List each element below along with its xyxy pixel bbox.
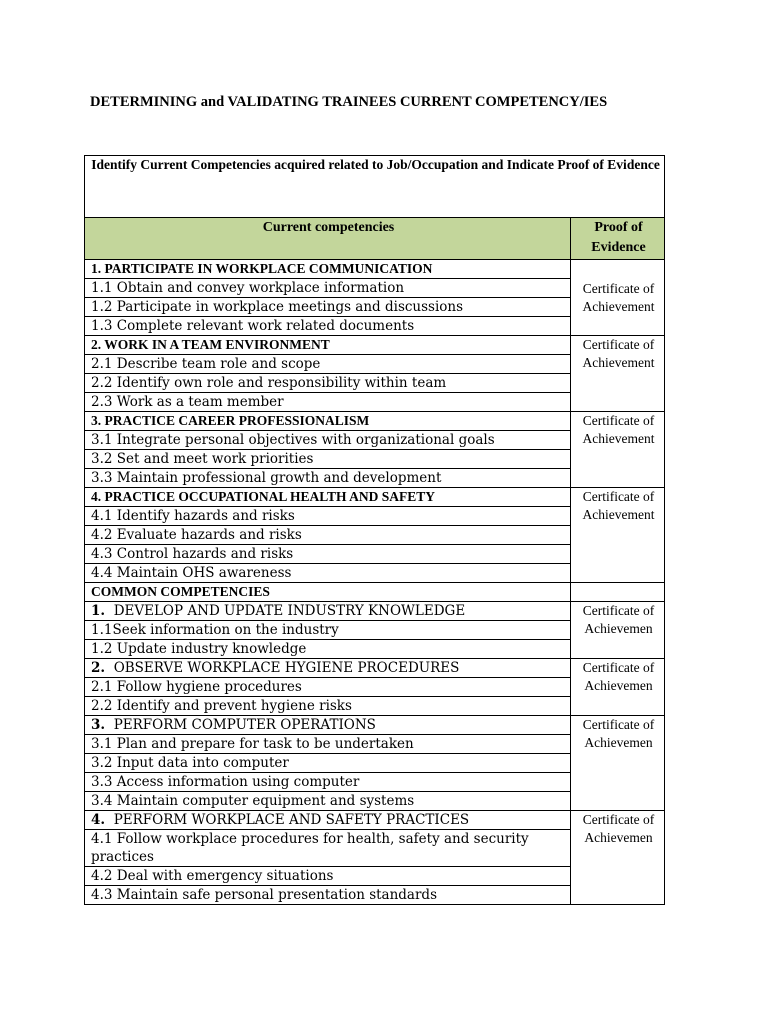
common-competencies-label: COMMON COMPETENCIES xyxy=(85,583,571,602)
proof-cell: Certificate of Achievemen xyxy=(571,811,665,905)
section-heading: 3. PRACTICE CAREER PROFESSIONALISM xyxy=(85,412,571,431)
section-row xyxy=(85,336,665,355)
competency-item: 2.2 Identify own role and responsibility within team xyxy=(85,374,571,393)
proof-cell: Certificate of Achievement xyxy=(571,336,665,412)
section-number: 4. xyxy=(91,812,106,828)
competency-item: 4.2 Evaluate hazards and risks xyxy=(85,526,571,545)
document-title: DETERMINING and VALIDATING TRAINEES CURRENT COMPETENCY/IES xyxy=(90,94,608,110)
competency-item: 1.1 Obtain and convey workplace information xyxy=(85,279,571,298)
competency-item: 1.3 Complete relevant work related documents xyxy=(85,317,571,336)
table-header-row xyxy=(85,218,665,260)
competency-item: 2.1 Describe team role and scope xyxy=(85,355,571,374)
section-row xyxy=(85,488,665,507)
proof-cell: Certificate of Achievement xyxy=(571,412,665,488)
section-number: 1. xyxy=(91,603,106,619)
section-number: 2. xyxy=(91,660,106,676)
section-heading xyxy=(85,659,571,678)
section-number: 3. xyxy=(91,717,106,733)
section-heading: 4. PRACTICE OCCUPATIONAL HEALTH AND SAFETY xyxy=(85,488,571,507)
competency-item: 2.1 Follow hygiene procedures xyxy=(85,678,571,697)
section-heading: 2. WORK IN A TEAM ENVIRONMENT xyxy=(85,336,571,355)
section-heading xyxy=(85,811,571,830)
competency-item: 1.2 Participate in workplace meetings and discussions xyxy=(85,298,571,317)
competency-item: 2.3 Work as a team member xyxy=(85,393,571,412)
section-title: PERFORM COMPUTER OPERATIONS xyxy=(113,717,376,733)
competency-item: 1.2 Update industry knowledge xyxy=(85,640,571,659)
section-row xyxy=(85,716,665,735)
competency-item: 2.2 Identify and prevent hygiene risks xyxy=(85,697,571,716)
competency-item: 1.1Seek information on the industry xyxy=(85,621,571,640)
section-title: OBSERVE WORKPLACE HYGIENE PROCEDURES xyxy=(113,660,460,676)
competency-table xyxy=(84,155,665,905)
competency-item: 4.1 Identify hazards and risks xyxy=(85,507,571,526)
competency-item: 4.3 Control hazards and risks xyxy=(85,545,571,564)
section-row xyxy=(85,811,665,830)
competency-item: 3.3 Maintain professional growth and development xyxy=(85,469,571,488)
header-current-competencies: Current competencies xyxy=(85,218,571,260)
section-heading xyxy=(85,602,571,621)
proof-cell: Certificate of Achievemen xyxy=(571,716,665,811)
section-title: PERFORM WORKPLACE AND SAFETY PRACTICES xyxy=(113,812,470,828)
competency-item: 4.4 Maintain OHS awareness xyxy=(85,564,571,583)
section-row xyxy=(85,602,665,621)
competency-item: 4.2 Deal with emergency situations xyxy=(85,867,571,886)
section-heading xyxy=(85,716,571,735)
header-proof-of-evidence: Proof of Evidence xyxy=(571,218,665,260)
competency-item: 3.2 Set and meet work priorities xyxy=(85,450,571,469)
common-competencies-row xyxy=(85,583,665,602)
section-heading: 1. PARTICIPATE IN WORKPLACE COMMUNICATION xyxy=(85,260,571,279)
section-title: DEVELOP AND UPDATE INDUSTRY KNOWLEDGE xyxy=(113,603,466,619)
empty-proof-cell xyxy=(571,583,665,602)
table-title: Identify Current Competencies acquired related to Job/Occupation and Indicate Proof of Evidence xyxy=(85,156,665,218)
section-row xyxy=(85,260,665,279)
table-title-row xyxy=(85,156,665,218)
competency-item: 3.4 Maintain computer equipment and systems xyxy=(85,792,571,811)
section-row xyxy=(85,412,665,431)
proof-cell: Certificate of Achievemen xyxy=(571,602,665,659)
competency-item: 3.2 Input data into computer xyxy=(85,754,571,773)
section-row xyxy=(85,659,665,678)
competency-item: 4.1 Follow workplace procedures for health, safety and security practices xyxy=(85,830,571,867)
proof-cell: Certificate of Achievement xyxy=(571,260,665,336)
competency-item: 4.3 Maintain safe personal presentation standards xyxy=(85,886,571,905)
competency-item: 3.1 Plan and prepare for task to be undertaken xyxy=(85,735,571,754)
proof-cell: Certificate of Achievemen xyxy=(571,659,665,716)
competency-item: 3.1 Integrate personal objectives with organizational goals xyxy=(85,431,571,450)
competency-item: 3.3 Access information using computer xyxy=(85,773,571,792)
proof-cell: Certificate of Achievement xyxy=(571,488,665,583)
